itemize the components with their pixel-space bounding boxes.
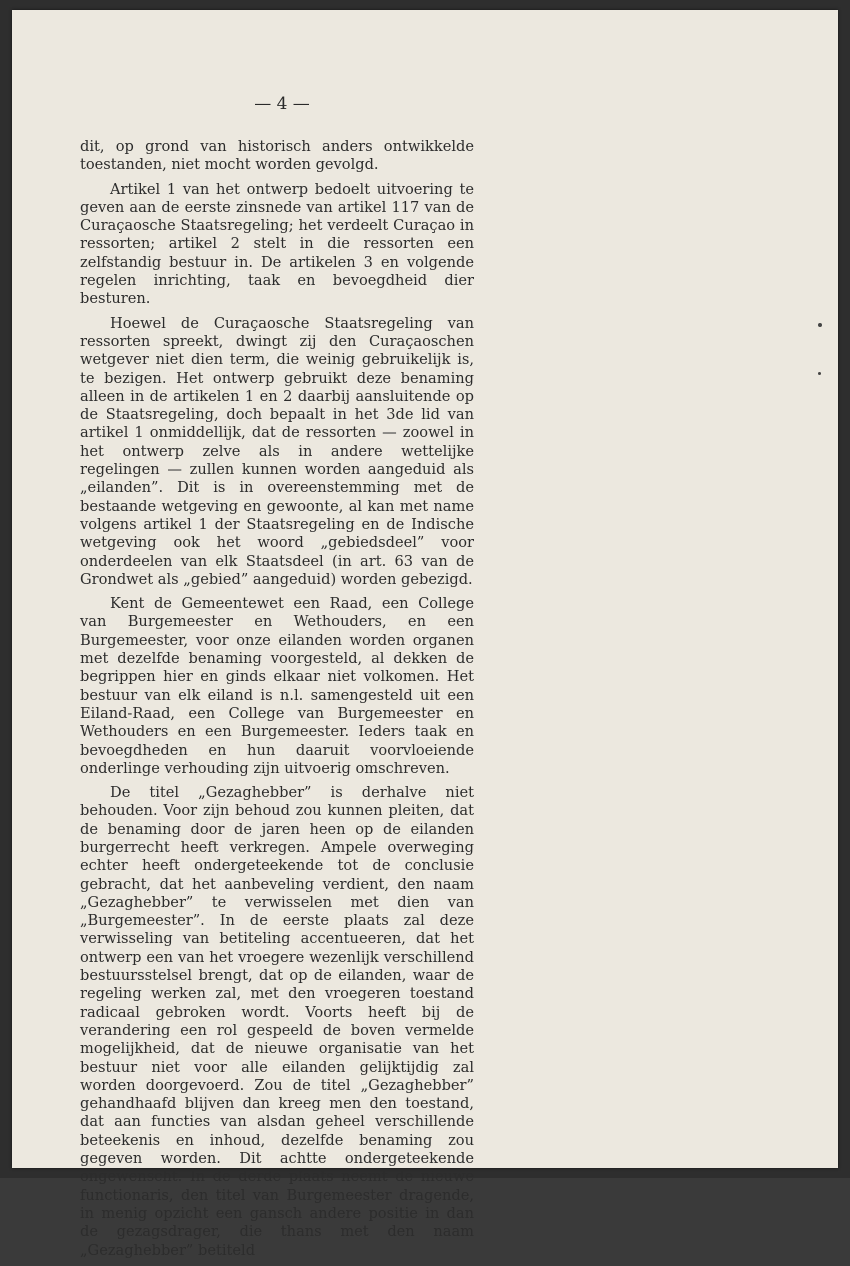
paper-speck — [818, 323, 822, 327]
paragraph-1: dit, op grond van historisch anders ontwikkelde toestanden, niet mocht worden gevolgd. — [80, 138, 474, 174]
paper-speck — [818, 372, 821, 375]
paragraph-4: Kent de Gemeentewet een Raad, een College van Burgemeester en Wethouders, en een Burgemeester, voor onze eilanden worden organen met dezelfde benaming voorgesteld, al dekken de begrippen hier en ginds elkaar niet volkomen. Het bestuur van elk eiland is n.l. samengesteld uit een Eiland-Raad, een College van Burgemeester en Wethouders en een Burgemeester. Ieders taak en bevoegdheden en hun daaruit voorvloeiende onderlinge verhouding zijn uitvoerig omschreven. — [80, 595, 474, 777]
paragraph-2: Artikel 1 van het ontwerp bedoelt uitvoering te geven aan de eerste zinsnede van artikel 117 van de Curaçaosche Staatsregeling; het verdeelt Curaçao in ressorten; artikel 2 stelt in die ressorten een zelfstandig bestuur in. De artikelen 3 en volgende regelen inrichting, taak en bevoegdheid dier besturen. — [80, 180, 474, 308]
document-page — [12, 10, 838, 1259]
paragraph-5: De titel „Gezaghebber” is derhalve niet behouden. Voor zijn behoud zou kunnen pleiten, dat de benaming door de jaren heen op de eilanden burgerrecht heeft verkregen. Ampele overweging echter heeft ondergeteekende tot de conclusie gebracht, dat het aanbeveling verdient, den naam „Gezaghebber” te verwisselen met dien van „Burgemeester”. In de eerste plaats zal deze verwisseling van betiteling accentueeren, dat het ontwerp een van het vroegere wezenlijk verschillend bestuursstelsel brengt, dat op de eilanden, waar de regeling werken zal, met den vroegeren toestand radicaal gebroken wordt. Voorts heeft bij de verandering een rol gespeeld de boven vermelde mogelijkheid, dat de nieuwe organisatie van het bestuur niet voor alle eilanden gelijktijdig zal worden doorgevoerd. Zou de titel „Gezaghebber” gehandhaafd blijven dan kreeg men den toestand, dat aan functies van alsdan geheel verschillende beteekenis en inhoud, dezelfde benaming zou gegeven worden. Dit achtte ondergeteekende ongewenscht. In de derde plaats neemt de nieuwe functionaris, den titel van Burgemeester dragende, in menig opzicht een gansch andere positie in dan de gezagsdrager, die thans met den naam „Gezaghebber” betiteld — [80, 784, 474, 1259]
page-number: — 4 — — [254, 94, 310, 114]
body-text — [80, 138, 474, 1266]
paragraph-3: Hoewel de Curaçaosche Staatsregeling van ressorten spreekt, dwingt zij den Curaçaoschen wetgever niet dien term, die weinig gebruikelijk is, te bezigen. Het ontwerp gebruikt deze benaming alleen in de artikelen 1 en 2 daarbij aansluitende op de Staatsregeling, doch bepaalt in het 3de lid van artikel 1 onmiddellijk, dat de ressorten — zoowel in het ontwerp zelve als in andere wettelijke regelingen — zullen kunnen worden aangeduid als „eilanden”. Dit is in overeenstemming met de bestaande wetgeving en gewoonte, al kan met name volgens artikel 1 der Staatsregeling en de Indische wetgeving ook het woord „gebiedsdeel” voor onderdeelen van elk Staatsdeel (in art. 63 van de Grondwet als „gebied” aangeduid) worden gebezigd. — [80, 314, 474, 588]
